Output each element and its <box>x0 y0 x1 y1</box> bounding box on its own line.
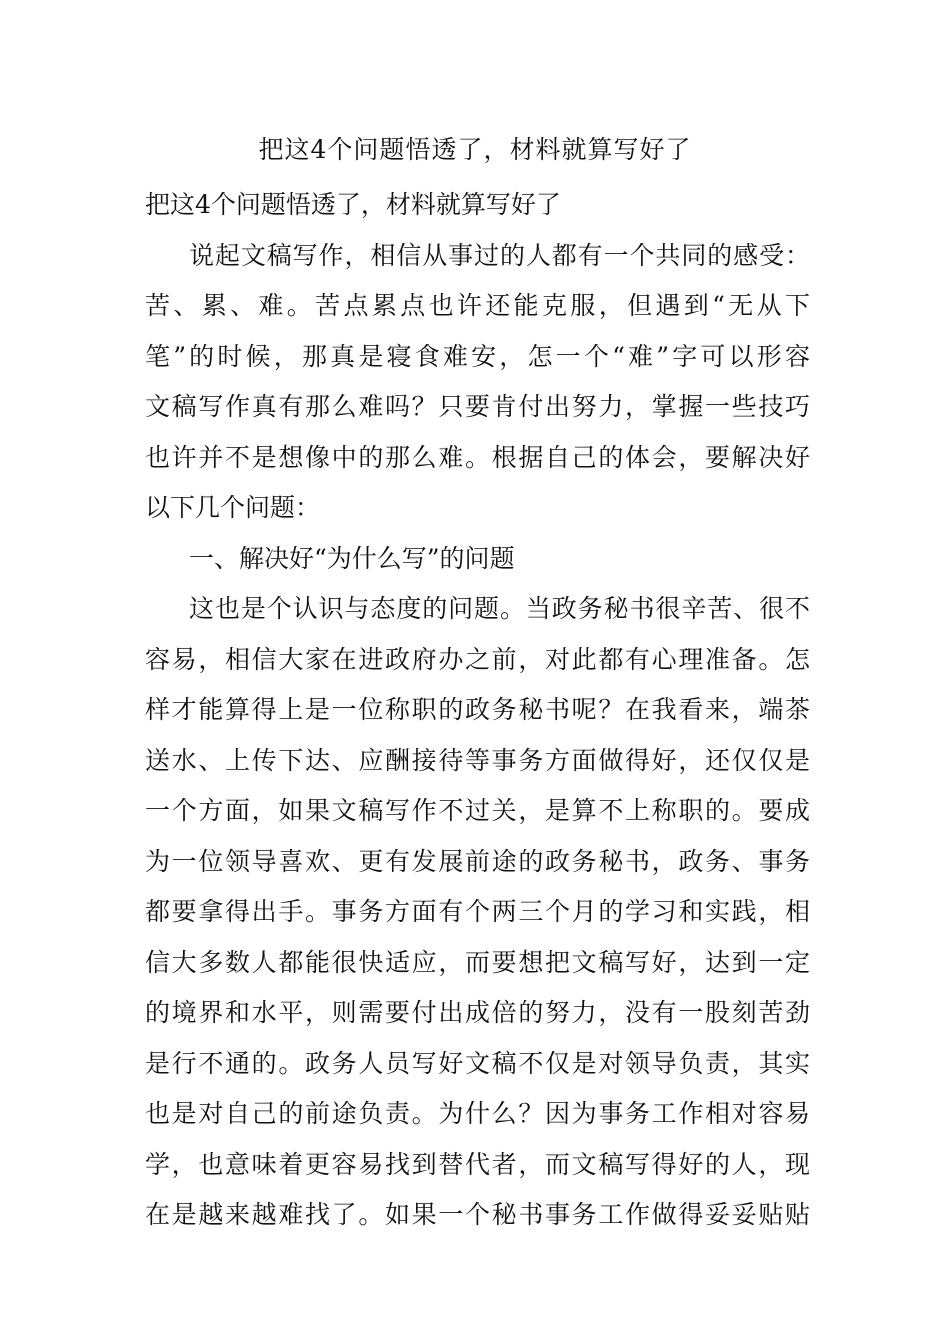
body-line: 学，也意味着更容易找到替代者，而文稿写得好的人，现 <box>145 1149 810 1179</box>
body-line: 为一位领导喜欢、更有发展前途的政务秘书，政务、事务 <box>145 846 810 876</box>
body-line: 都要拿得出手。事务方面有个两三个月的学习和实践，相 <box>145 897 810 926</box>
section-heading: 一、解决好“为什么写”的问题 <box>189 543 515 573</box>
body-line: 苦、累、难。苦点累点也许还能克服，但遇到“无从下 <box>145 291 810 320</box>
body-line: 的境界和水平，则需要付出成倍的努力，没有一股刻苦劲 <box>145 998 810 1027</box>
body-line: 文稿写作真有那么难吗？只要肯付出努力，掌握一些技巧 <box>145 392 810 421</box>
document-body <box>145 180 810 1241</box>
body-line: 这也是个认识与态度的问题。当政务秘书很辛苦、很不 <box>189 594 810 623</box>
body-line: 一个方面，如果文稿写作不过关，是算不上称职的。要成 <box>145 796 810 825</box>
body-line: 是行不通的。政务人员写好文稿不仅是对领导负责，其实 <box>145 1048 810 1078</box>
body-line: 也许并不是想像中的那么难。根据自己的体会，要解决好 <box>145 442 810 472</box>
body-line: 笔”的时候，那真是寝食难安，怎一个“难”字可以形容 <box>145 341 810 371</box>
body-line: 样才能算得上是一位称职的政务秘书呢？在我看来，端茶 <box>145 695 810 724</box>
document-title: 把这4个问题悟透了，材料就算写好了 <box>258 135 692 164</box>
body-line: 送水、上传下达、应酬接待等事务方面做得好，还仅仅是 <box>145 745 810 775</box>
body-line: 说起文稿写作，相信从事过的人都有一个共同的感受： <box>189 240 810 270</box>
body-line: 在是越来越难找了。如果一个秘书事务工作做得妥妥贴贴 <box>145 1200 810 1229</box>
body-line: 以下几个问题： <box>145 493 321 522</box>
subtitle-line: 把这4个问题悟透了，材料就算写好了 <box>145 190 561 219</box>
body-line: 容易，相信大家在进政府办之前，对此都有心理准备。怎 <box>145 644 810 674</box>
body-line: 信大多数人都能很快适应，而要想把文稿写好，达到一定 <box>145 947 810 977</box>
body-line: 也是对自己的前途负责。为什么？因为事务工作相对容易 <box>145 1099 810 1128</box>
